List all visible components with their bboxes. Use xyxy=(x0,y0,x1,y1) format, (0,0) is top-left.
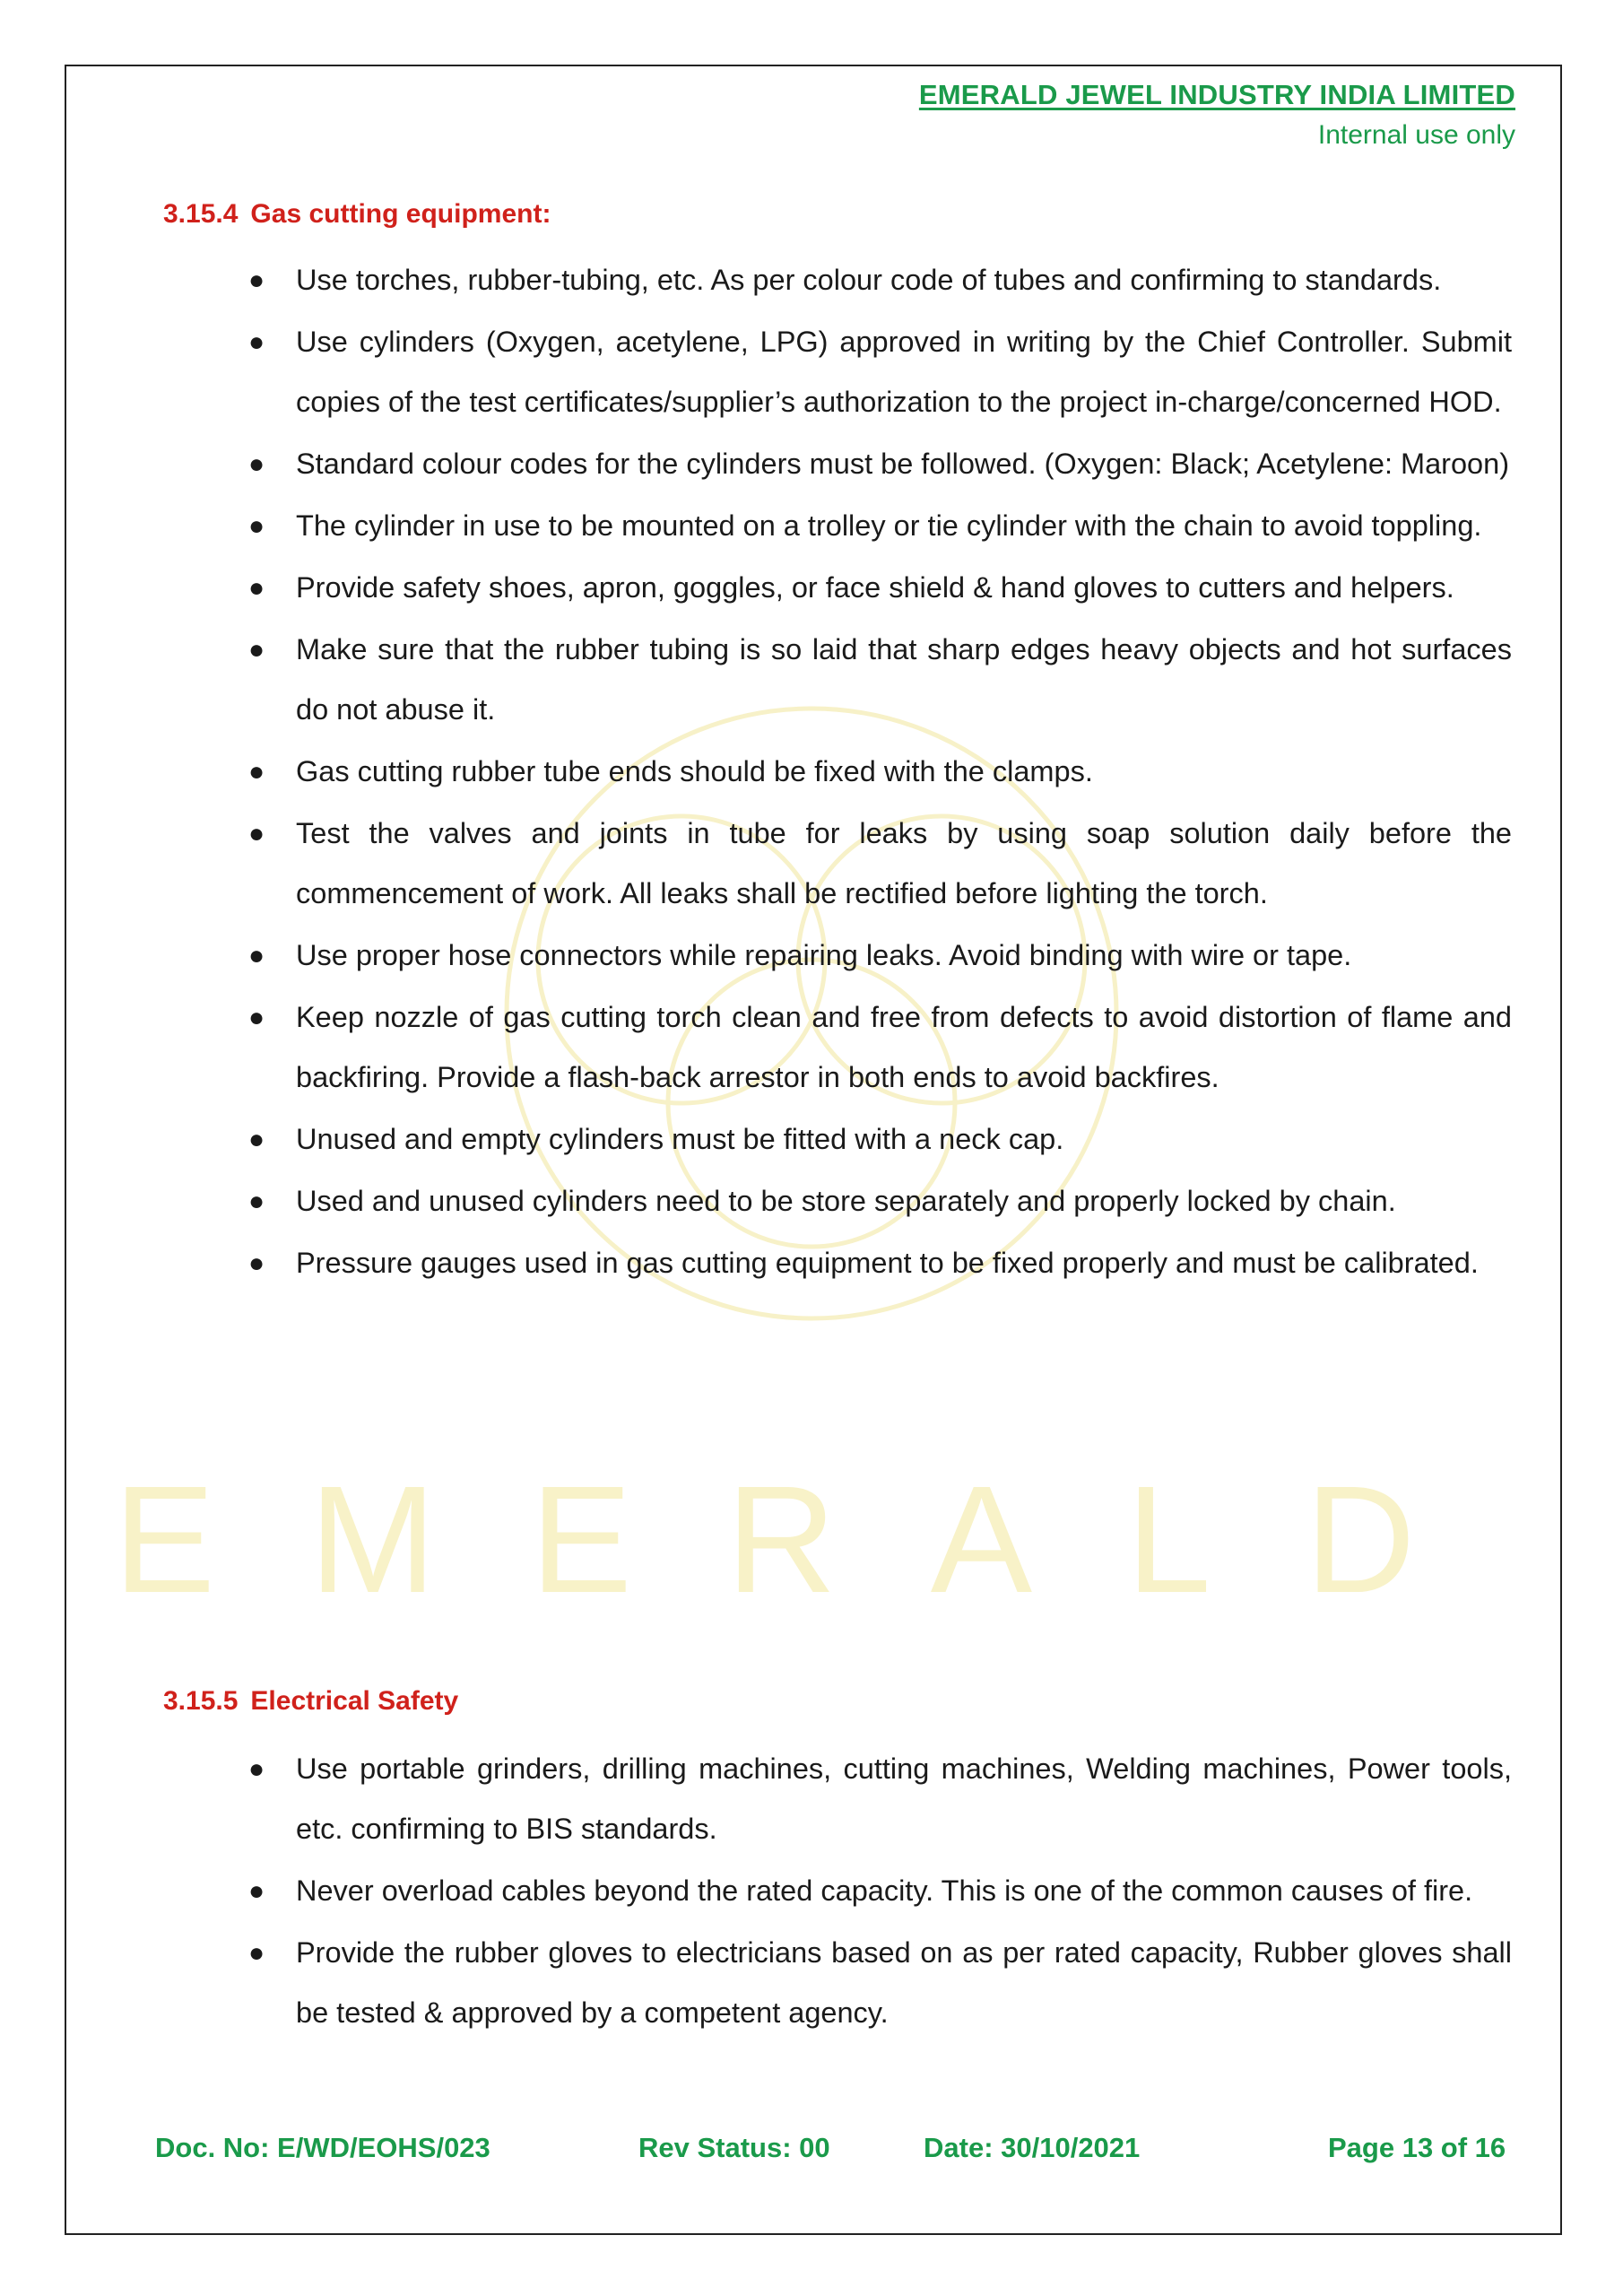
bullet-icon: ● xyxy=(248,1876,265,1906)
list-item xyxy=(248,1233,1512,1293)
bullet-icon: ● xyxy=(248,819,265,848)
list-item-text: Test the valves and joints in tube for leaks by using soap solution daily before the commencement of work. All leaks shall be rectified before lighting the torch. xyxy=(296,817,1512,909)
list-item xyxy=(248,434,1512,494)
page-number: Page 13 of 16 xyxy=(1328,2132,1506,2163)
bullet-list xyxy=(248,1739,1512,2045)
bullet-icon: ● xyxy=(248,1003,265,1032)
document-footer xyxy=(0,2132,1623,2168)
list-item-text: Use torches, rubber-tubing, etc. As per colour code of tubes and confirming to standards. xyxy=(296,264,1442,296)
list-item-text: Provide safety shoes, apron, goggles, or face shield & hand gloves to cutters and helpers. xyxy=(296,571,1454,604)
list-item xyxy=(248,1109,1512,1170)
watermark-text: EMERALD xyxy=(113,1455,1510,1625)
classification-label: Internal use only xyxy=(1317,120,1515,150)
list-item xyxy=(248,1923,1512,2043)
list-item-text: Never overload cables beyond the rated capacity. This is one of the common causes of fire. xyxy=(296,1874,1473,1907)
list-item-text: Use portable grinders, drilling machines, cutting machines, Welding machines, Power tools, etc. confirming to BIS standards. xyxy=(296,1752,1512,1845)
section-number: 3.15.5 xyxy=(163,1686,239,1716)
list-item xyxy=(248,742,1512,802)
list-item xyxy=(248,496,1512,556)
bullet-icon: ● xyxy=(248,1125,265,1154)
bullet-icon: ● xyxy=(248,265,265,295)
list-item xyxy=(248,558,1512,618)
bullet-icon: ● xyxy=(248,327,265,357)
list-item-text: Use proper hose connectors while repairing leaks. Avoid binding with wire or tape. xyxy=(296,939,1352,971)
list-item-text: The cylinder in use to be mounted on a trolley or tie cylinder with the chain to avoid toppling. xyxy=(296,509,1482,542)
section-heading xyxy=(163,1686,458,1717)
list-item-text: Standard colour codes for the cylinders must be followed. (Oxygen: Black; Acetylene: Maroon) xyxy=(296,448,1510,480)
section-title: Gas cutting equipment: xyxy=(250,199,551,229)
bullet-icon: ● xyxy=(248,635,265,665)
list-item xyxy=(248,312,1512,432)
document-date: Date: 30/10/2021 xyxy=(924,2132,1141,2163)
list-item-text: Use cylinders (Oxygen, acetylene, LPG) approved in writing by the Chief Controller. Submit copies of the test certificates/supplier’s authorization to the project in-charge/concerned HOD. xyxy=(296,326,1512,418)
section-heading xyxy=(163,199,551,230)
list-item xyxy=(248,926,1512,986)
list-item xyxy=(248,620,1512,740)
list-item xyxy=(248,1171,1512,1231)
list-item xyxy=(248,1739,1512,1859)
list-item-text: Provide the rubber gloves to electricians based on as per rated capacity, Rubber gloves shall be tested & approved by a competent agency. xyxy=(296,1936,1512,2029)
bullet-icon: ● xyxy=(248,449,265,479)
list-item-text: Keep nozzle of gas cutting torch clean and free from defects to avoid distortion of flame and backfiring. Provide a flash-back arrestor in both ends to avoid backfires. xyxy=(296,1001,1512,1093)
list-item xyxy=(248,987,1512,1108)
bullet-icon: ● xyxy=(248,1754,265,1784)
document-header xyxy=(919,79,1515,151)
bullet-icon: ● xyxy=(248,1248,265,1278)
list-item-text: Unused and empty cylinders must be fitted with a neck cap. xyxy=(296,1123,1064,1155)
list-item-text: Used and unused cylinders need to be store separately and properly locked by chain. xyxy=(296,1185,1396,1217)
section-number: 3.15.4 xyxy=(163,199,239,229)
bullet-icon: ● xyxy=(248,941,265,970)
rev-status: Rev Status: 00 xyxy=(638,2132,830,2163)
list-item-text: Gas cutting rubber tube ends should be fixed with the clamps. xyxy=(296,755,1093,787)
bullet-icon: ● xyxy=(248,757,265,787)
list-item xyxy=(248,1861,1512,1921)
bullet-icon: ● xyxy=(248,1938,265,1968)
list-item-text: Pressure gauges used in gas cutting equipment to be fixed properly and must be calibrated. xyxy=(296,1247,1479,1279)
doc-number: Doc. No: E/WD/EOHS/023 xyxy=(155,2132,490,2163)
bullet-icon: ● xyxy=(248,511,265,541)
bullet-icon: ● xyxy=(248,1187,265,1216)
section-title: Electrical Safety xyxy=(250,1686,459,1716)
list-item xyxy=(248,250,1512,310)
list-item xyxy=(248,804,1512,924)
bullet-icon: ● xyxy=(248,573,265,603)
company-name: EMERALD JEWEL INDUSTRY INDIA LIMITED xyxy=(918,79,1515,110)
bullet-list xyxy=(248,250,1512,1295)
list-item-text: Make sure that the rubber tubing is so laid that sharp edges heavy objects and hot surfaces do not abuse it. xyxy=(296,633,1512,726)
